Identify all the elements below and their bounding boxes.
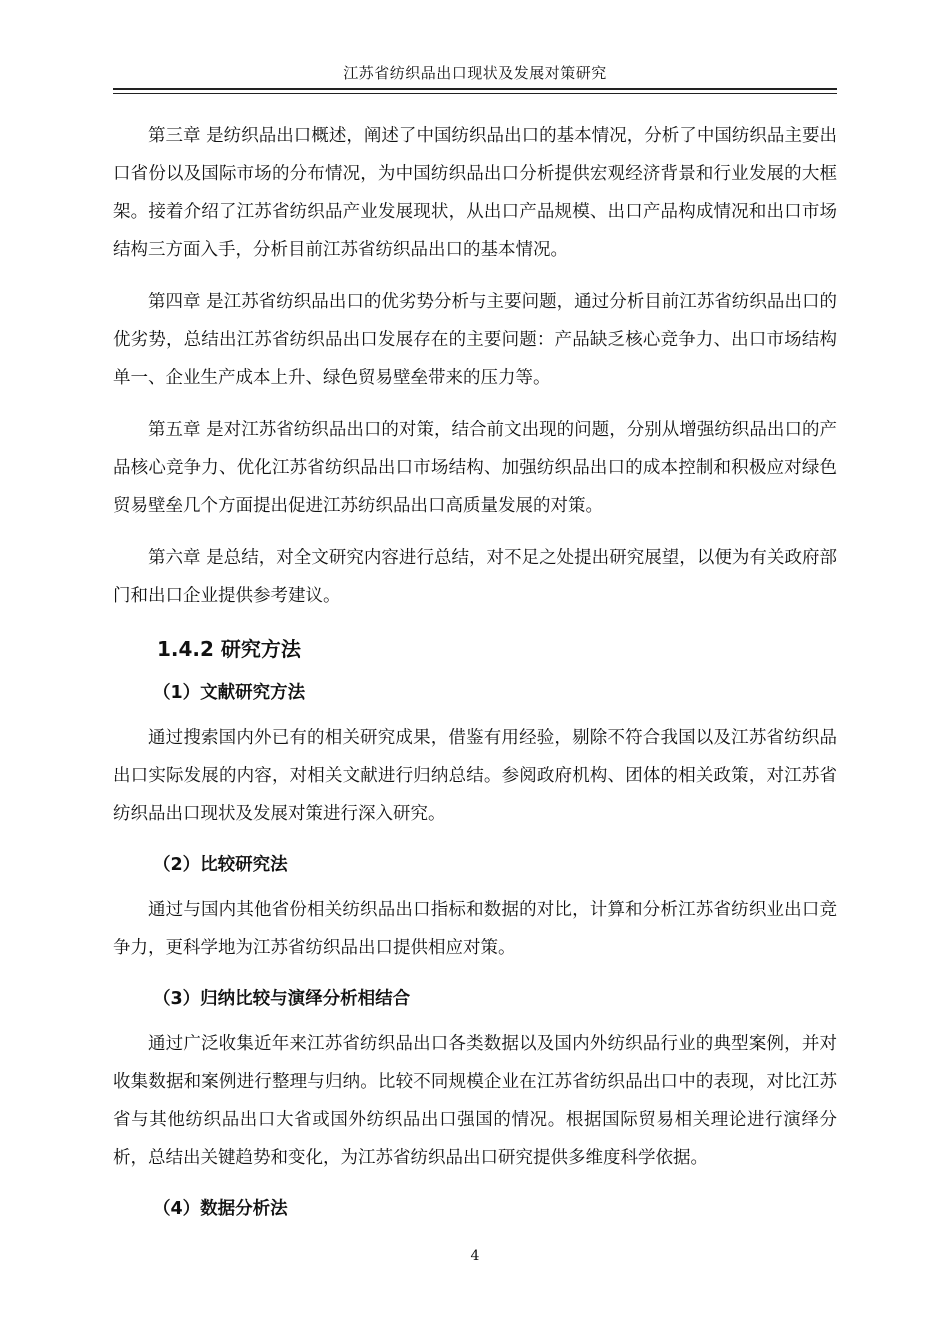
header-rule-thick	[113, 88, 837, 90]
header-rule-thin	[113, 93, 837, 94]
method-heading-data-analysis: （4）数据分析法	[153, 1199, 288, 1219]
page-number: 4	[470, 1248, 480, 1264]
page-body	[113, 117, 837, 1235]
paragraph-chapter-5: 第五章 是对江苏省纺织品出口的对策，结合前文出现的问题，分别从增强纺织品出口的产品核心竞争力、优化江苏省纺织品出口市场结构、加强纺织品出口的成本控制和积极应对绿色贸易壁垒几个方面提出促进江苏纺织品出口高质量发展的对策。	[113, 420, 837, 516]
paragraph-chapter-6: 第六章 是总结，对全文研究内容进行总结，对不足之处提出研究展望，以便为有关政府部门和出口企业提供参考建议。	[113, 548, 837, 606]
paragraph-chapter-4: 第四章 是江苏省纺织品出口的优劣势分析与主要问题，通过分析目前江苏省纺织品出口的优劣势，总结出江苏省纺织品出口发展存在的主要问题：产品缺乏核心竞争力、出口市场结构单一、企业生产成本上升、绿色贸易壁垒带来的压力等。	[113, 292, 837, 388]
method-heading-comparative: （2）比较研究法	[153, 855, 288, 875]
page-header-title: 江苏省纺织品出口现状及发展对策研究	[343, 64, 607, 82]
method-text-induction-deduction: 通过广泛收集近年来江苏省纺织品出口各类数据以及国内外纺织品行业的典型案例，并对收集数据和案例进行整理与归纳。比较不同规模企业在江苏省纺织品出口中的表现，对比江苏省与其他纺织品出口大省或国外纺织品出口强国的情况。根据国际贸易相关理论进行演绎分析，总结出关键趋势和变化，为江苏省纺织品出口研究提供多维度科学依据。	[113, 1034, 837, 1168]
method-heading-literature: （1）文献研究方法	[153, 683, 306, 703]
method-text-comparative: 通过与国内其他省份相关纺织品出口指标和数据的对比，计算和分析江苏省纺织业出口竞争力，更科学地为江苏省纺织品出口提供相应对策。	[113, 900, 837, 958]
section-heading-research-methods: 1.4.2 研究方法	[157, 637, 301, 661]
method-text-literature: 通过搜索国内外已有的相关研究成果，借鉴有用经验，剔除不符合我国以及江苏省纺织品出口实际发展的内容，对相关文献进行归纳总结。参阅政府机构、团体的相关政策，对江苏省纺织品出口现状及发展对策进行深入研究。	[113, 728, 837, 824]
method-heading-induction-deduction: （3）归纳比较与演绎分析相结合	[153, 989, 411, 1009]
paragraph-chapter-3: 第三章 是纺织品出口概述，阐述了中国纺织品出口的基本情况，分析了中国纺织品主要出口省份以及国际市场的分布情况，为中国纺织品出口分析提供宏观经济背景和行业发展的大框架。接着介绍了江苏省纺织品产业发展现状，从出口产品规模、出口产品构成情况和出口市场结构三方面入手，分析目前江苏省纺织品出口的基本情况。	[113, 126, 837, 260]
